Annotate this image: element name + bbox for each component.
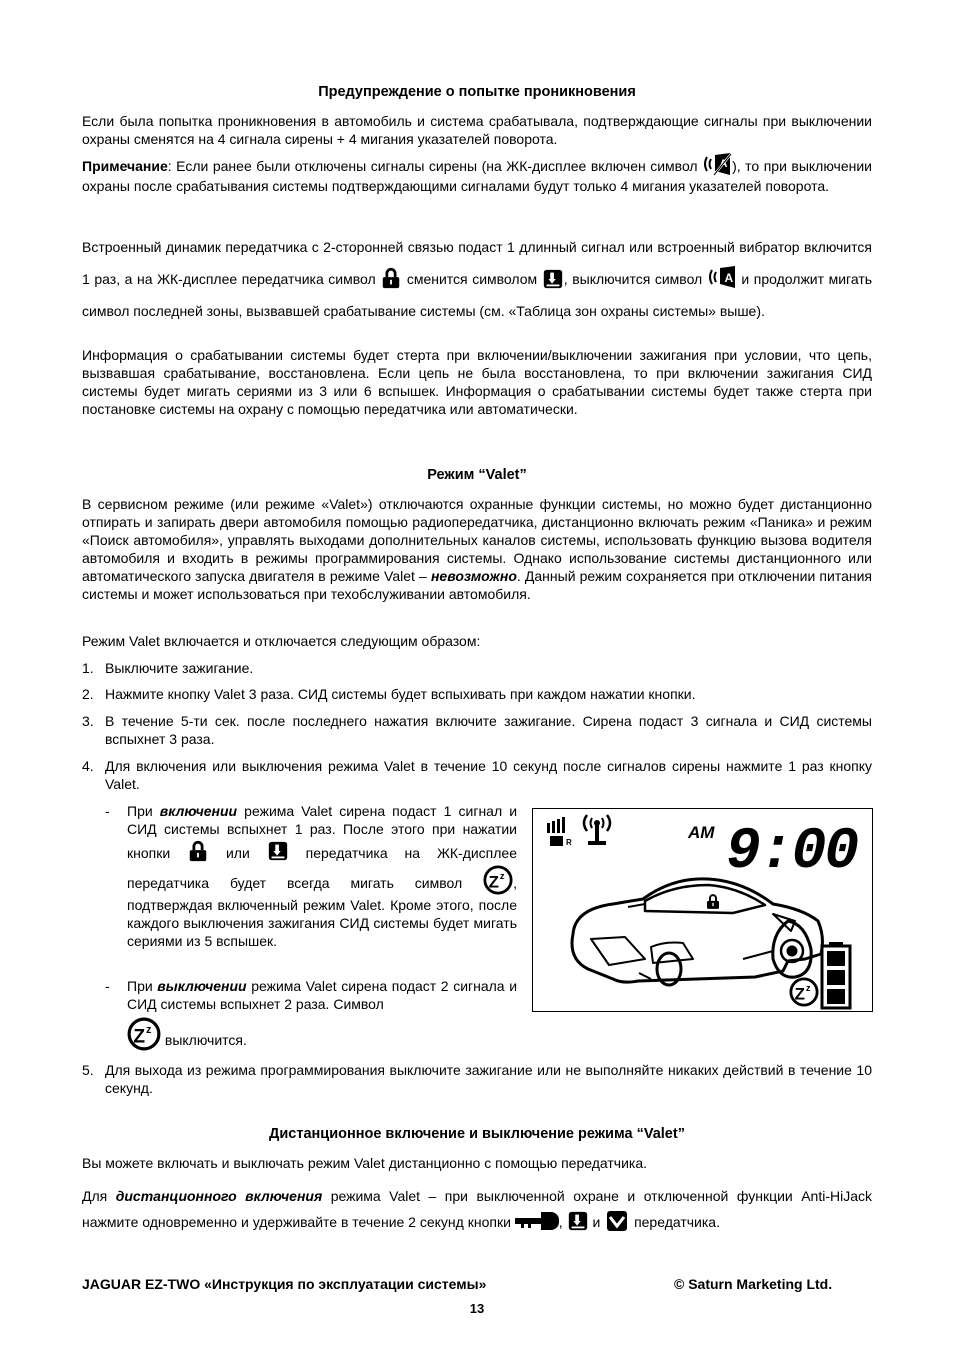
intrusion-paragraph-1: Если была попытка проникновения в автомобиль и система срабатывала, подтверждающие сигналы при выключении охраны сменятся на 4 сигнала сирены + 4 мигания указателей поворота.: [82, 113, 872, 147]
sub2-text-b: режима Valet сирена подаст 2 сигнала и СИД системы вспыхнет 2 раза. Символ: [127, 978, 518, 1012]
remote-paragraph-1: Вы можете включать и выключать режим Valet дистанционно с помощью передатчика.: [82, 1155, 648, 1171]
remote-p2-text-c: передатчика.: [634, 1214, 720, 1230]
list-text: Нажмите кнопку Valet 3 раза. СИД системы будет вспыхивать при каждом нажатии кнопки.: [105, 686, 696, 702]
trunk-icon: [542, 268, 564, 290]
remote-paragraph-2: [82, 1183, 872, 1235]
list-number: 5.: [82, 1062, 94, 1078]
sub-item-text: [127, 802, 517, 950]
valet-p1-text-a: В сервисном режиме (или режиме «Valet») отключаются охранные функции системы, но можно будет дистанционно отпирать и запирать двери автомобиля помощью радиопередатчика, дистанционно включать режим «Паника» и режим «Поиск автомобиля», управлять выходами дополнительных каналов системы, использовать функцию вызова водителя автомобиля и входить в режимы программирования системы. Однако использование системы дистанционного или автоматического запуска двигателя в режиме Valet –: [82, 496, 872, 584]
sub1-or: или: [225, 845, 250, 861]
remote-p2-and: и: [592, 1214, 601, 1230]
remote-p2-comma: ,: [558, 1214, 563, 1230]
sub2-text-c: выключится.: [164, 1032, 247, 1048]
lcd-illustration: [533, 809, 871, 1010]
lock-icon: [380, 266, 402, 290]
list-text: В течение 5-ти сек. после последнего нажатия включите зажигание. Сирена подаст 3 сигнала и СИД системы вспыхнет 3 раза.: [105, 713, 872, 747]
sub-dash: -: [105, 978, 110, 994]
note-label: Примечание: [82, 158, 168, 174]
section-intrusion-title: Предупреждение о попытке проникновения: [318, 84, 636, 100]
sub1-text-c: передатчика на ЖК-дисплее передатчика будет всегда мигать символ: [127, 845, 518, 891]
sub1-text-d: , подтверждая включенный режим Valet. Кроме этого, после каждого выключения зажигания СИД системы будет мигать сериями из 5 вспышек.: [127, 875, 517, 949]
lock-icon: [187, 838, 209, 864]
siren-alarm-icon: [707, 264, 737, 290]
car-icon: [572, 879, 822, 985]
valet-paragraph-1: [82, 495, 872, 603]
intrusion-note: [82, 151, 872, 196]
list-number: 1.: [82, 660, 94, 676]
note-text-b: ), то при выключении охраны после срабатывания системы подтверждающими сигналами будут только 4 мигания указателей поворота.: [82, 158, 872, 194]
list-text: Для выхода из режима программирования выключите зажигание или не выполняйте никаких действий в течение 10 секунд.: [105, 1062, 872, 1096]
list-text: Для включения или выключения режима Valet в течение 10 секунд после сигналов сирены нажмите 1 раз кнопку Valet.: [105, 758, 872, 792]
sub2-text-a: При: [127, 978, 153, 994]
p3-text-c: , выключится символ: [563, 271, 703, 287]
lcd-display: [532, 808, 873, 1012]
intrusion-paragraph-3: [82, 231, 872, 327]
siren-off-icon: [702, 151, 732, 177]
list-text: Выключите зажигание.: [105, 660, 254, 676]
unlock-icon: [604, 1209, 630, 1233]
sub-item-text: [127, 977, 517, 1051]
note-text-a: : Если ранее были отключены сигналы сирены (на ЖК-дисплее включен символ: [167, 158, 698, 174]
p3-text-b: сменится символом: [406, 271, 538, 287]
svg-text:R: R: [566, 838, 572, 847]
list-number: 3.: [82, 713, 94, 729]
sub2-emphasis: выключении: [157, 978, 247, 994]
key-icon: [515, 1209, 559, 1233]
list-number: 4.: [82, 758, 94, 774]
lock-icon: [707, 894, 719, 909]
sub1-text-a: При: [127, 803, 153, 819]
p3-text-a: Встроенный динамик передатчика с 2-сторонней связью подаст 1 длинный сигнал или встроенный вибратор включится 1 раз, а на ЖК-дисплее передатчика символ: [82, 239, 872, 287]
section-valet-title: Режим “Valet”: [427, 467, 527, 483]
valet-p1-emphasis: невозможно: [430, 568, 517, 584]
valet-p1-text-b: . Данный режим сохраняется при отключении питания системы и может использоваться при техобслуживании автомобиля.: [82, 568, 872, 602]
trunk-icon: [267, 838, 289, 864]
intrusion-paragraph-4: Информация о срабатывании системы будет стерта при включении/выключении зажигания при условии, что цепь, вызвавшая срабатывание, восстановлена. Если цепь не была восстановлена, то при включении зажигания СИД системы будет мигать сериями из 3 или 6 вспышек. Информация о срабатывании системы будет также стерта при постановке системы на охрану с помощью передатчика или автоматически.: [82, 347, 872, 417]
footer-left: JAGUAR EZ-TWO «Инструкция по эксплуатации системы»: [82, 1276, 487, 1292]
sub-dash: -: [105, 803, 110, 819]
remote-p2-text-a: Для: [82, 1188, 108, 1204]
sub1-emphasis: включении: [159, 803, 238, 819]
lcd-ampm: AM: [688, 823, 715, 842]
sub1-text-b: режима Valet сирена подаст 1 сигнал и СИД системы вспыхнет 1 раз. После этого при нажатии кнопки: [127, 803, 518, 861]
trunk-icon: [567, 1209, 589, 1233]
zz-valet-icon: [127, 1017, 161, 1051]
p3-text-d: и продолжит мигать символ последней зоны, вызвавшей срабатывание системы (см. «Таблица зон охраны системы» выше).: [82, 271, 873, 319]
list-number: 2.: [82, 686, 94, 702]
footer-right: © Saturn Marketing Ltd.: [674, 1276, 833, 1292]
remote-p2-text-b: режима Valet – при выключенной охране и отключенной функции Anti-HiJack нажмите одновременно и удерживайте в течение 2 секунд кнопки: [82, 1188, 872, 1230]
zz-valet-icon: [483, 864, 513, 896]
page-number: 13: [469, 1301, 485, 1316]
valet-paragraph-2: Режим Valet включается и отключается следующим образом:: [82, 633, 481, 649]
lcd-time: 9:00: [726, 820, 858, 885]
remote-p2-emphasis: дистанционного включения: [115, 1188, 323, 1204]
battery-icon: [822, 942, 850, 1008]
zz-valet-icon: [791, 979, 817, 1005]
section-remote-valet-title: Дистанционное включение и выключение режима “Valet”: [269, 1126, 685, 1142]
signal-icon: [547, 817, 572, 847]
antenna-icon: [584, 815, 610, 845]
